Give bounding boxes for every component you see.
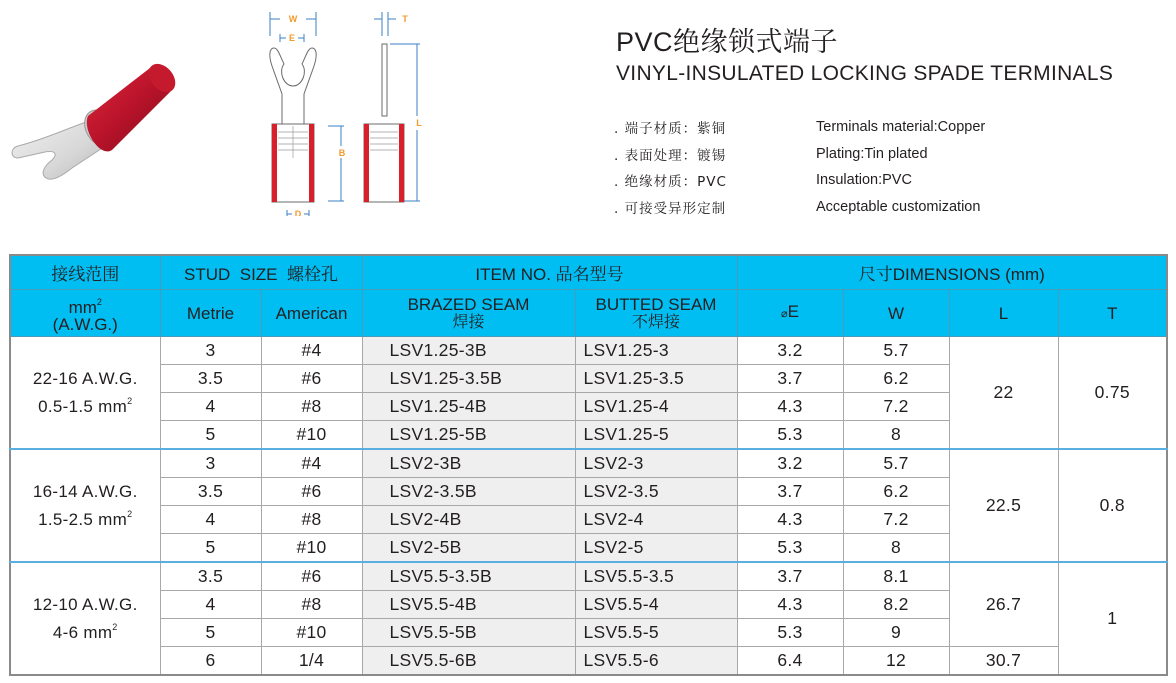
w-cell: 8.1 bbox=[843, 562, 949, 591]
metric-cell: 3.5 bbox=[160, 478, 261, 506]
metric-cell: 4 bbox=[160, 591, 261, 619]
spec-cn: . 可接受异形定制 bbox=[614, 200, 727, 217]
e-cell: 3.7 bbox=[737, 365, 843, 393]
american-cell: #10 bbox=[261, 534, 362, 563]
spec-cn: . 表面处理：镀锡 bbox=[614, 147, 727, 164]
table-row bbox=[10, 449, 1167, 478]
e-cell: 5.3 bbox=[737, 534, 843, 563]
butted-item-cell: LSV5.5-4 bbox=[575, 591, 737, 619]
dimension-drawing bbox=[262, 6, 452, 216]
e-cell: 5.3 bbox=[737, 619, 843, 647]
wire-range-cell: 12-10 A.W.G. 4-6 $mm^2$ bbox=[10, 562, 160, 675]
metric-cell: 3 bbox=[160, 449, 261, 478]
american-cell: 1/4 bbox=[261, 647, 362, 676]
header-t: T bbox=[1058, 290, 1167, 337]
e-cell: 4.3 bbox=[737, 393, 843, 421]
spec-row-customization bbox=[614, 194, 1174, 221]
w-cell: 6.2 bbox=[843, 478, 949, 506]
brazed-item-cell: LSV5.5-6B bbox=[362, 647, 575, 676]
header-item-no: ITEM NO. 品名型号 bbox=[362, 255, 737, 290]
spec-row-material bbox=[614, 114, 1174, 141]
american-cell: #6 bbox=[261, 478, 362, 506]
metric-cell: 4 bbox=[160, 506, 261, 534]
american-cell: #4 bbox=[261, 449, 362, 478]
spec-row-insulation bbox=[614, 167, 1174, 194]
label-w: W bbox=[288, 14, 298, 24]
l-cell: 22.5 bbox=[949, 449, 1058, 562]
table-row bbox=[10, 562, 1167, 591]
spec-cn: . 端子材质：紫铜 bbox=[614, 121, 727, 138]
brazed-item-cell: LSV2-5B bbox=[362, 534, 575, 563]
w-cell: 5.7 bbox=[843, 337, 949, 365]
american-cell: #6 bbox=[261, 365, 362, 393]
metric-cell: 6 bbox=[160, 647, 261, 676]
metric-cell: 3.5 bbox=[160, 562, 261, 591]
butted-item-cell: LSV2-3.5 bbox=[575, 478, 737, 506]
title-block bbox=[616, 26, 1113, 88]
w-cell: 12 bbox=[843, 647, 949, 676]
butted-item-cell: LSV5.5-6 bbox=[575, 647, 737, 676]
e-cell: 3.2 bbox=[737, 337, 843, 365]
e-cell: 4.3 bbox=[737, 591, 843, 619]
brazed-item-cell: LSV5.5-3.5B bbox=[362, 562, 575, 591]
butted-item-cell: LSV2-3 bbox=[575, 449, 737, 478]
butted-item-cell: LSV1.25-3.5 bbox=[575, 365, 737, 393]
spec-en: Terminals material:Copper bbox=[816, 119, 986, 136]
l-cell: 22 bbox=[949, 337, 1058, 450]
header-metric: Metrie bbox=[160, 290, 261, 337]
butted-item-cell: LSV5.5-3.5 bbox=[575, 562, 737, 591]
spec-en: Plating:Tin plated bbox=[816, 145, 928, 162]
metric-cell: 5 bbox=[160, 534, 261, 563]
header-butted-seam: BUTTED SEAM 不焊接 bbox=[575, 290, 737, 337]
header-stud-size: STUD SIZE 螺栓孔 bbox=[160, 255, 362, 290]
t-cell: 1 bbox=[1058, 562, 1167, 675]
metric-cell: 3 bbox=[160, 337, 261, 365]
l-cell: 30.7 bbox=[949, 647, 1058, 676]
brazed-item-cell: LSV5.5-5B bbox=[362, 619, 575, 647]
american-cell: #4 bbox=[261, 337, 362, 365]
spec-en: Insulation:PVC bbox=[816, 172, 912, 189]
brazed-item-cell: LSV1.25-3.5B bbox=[362, 365, 575, 393]
butted-item-cell: LSV2-4 bbox=[575, 506, 737, 534]
wire-range-cell: 16-14 A.W.G. 1.5-2.5 $mm^2$ bbox=[10, 449, 160, 562]
american-cell: #10 bbox=[261, 421, 362, 450]
label-b: B bbox=[338, 148, 346, 158]
header-american: American bbox=[261, 290, 362, 337]
header-unit: $mm^2$ (A.W.G.) bbox=[10, 290, 160, 337]
american-cell: #8 bbox=[261, 506, 362, 534]
specification-table bbox=[9, 254, 1168, 676]
butted-item-cell: LSV2-5 bbox=[575, 534, 737, 563]
title-english: VINYL-INSULATED LOCKING SPADE TERMINALS bbox=[616, 62, 1114, 85]
brazed-item-cell: LSV2-3B bbox=[362, 449, 575, 478]
e-cell: 3.7 bbox=[737, 562, 843, 591]
metric-cell: 5 bbox=[160, 421, 261, 450]
w-cell: 5.7 bbox=[843, 449, 949, 478]
header-dimensions: 尺寸DIMENSIONS (mm) bbox=[737, 255, 1167, 290]
table-row bbox=[10, 647, 1167, 676]
butted-item-cell: LSV1.25-3 bbox=[575, 337, 737, 365]
w-cell: 8.2 bbox=[843, 591, 949, 619]
label-e: E bbox=[288, 33, 296, 43]
butted-item-cell: LSV1.25-4 bbox=[575, 393, 737, 421]
brazed-item-cell: LSV1.25-4B bbox=[362, 393, 575, 421]
spec-en: Acceptable customization bbox=[816, 198, 981, 215]
spec-cn: . 绝缘材质：PVC bbox=[614, 174, 727, 191]
w-cell: 7.2 bbox=[843, 393, 949, 421]
t-cell: 0.8 bbox=[1058, 449, 1167, 562]
spec-list bbox=[614, 114, 1174, 220]
t-cell: 0.75 bbox=[1058, 337, 1167, 450]
label-t: T bbox=[402, 14, 408, 24]
header-l: L bbox=[949, 290, 1058, 337]
e-cell: 3.7 bbox=[737, 478, 843, 506]
brazed-item-cell: LSV5.5-4B bbox=[362, 591, 575, 619]
e-cell: 5.3 bbox=[737, 421, 843, 450]
american-cell: #8 bbox=[261, 393, 362, 421]
label-l: L bbox=[416, 118, 422, 128]
butted-item-cell: LSV1.25-5 bbox=[575, 421, 737, 450]
brazed-item-cell: LSV1.25-3B bbox=[362, 337, 575, 365]
w-cell: 6.2 bbox=[843, 365, 949, 393]
w-cell: 9 bbox=[843, 619, 949, 647]
header-row-1 bbox=[10, 255, 1167, 290]
header-wire-range: 接线范围 bbox=[10, 255, 160, 290]
e-cell: 4.3 bbox=[737, 506, 843, 534]
diameter-icon: ⌀ bbox=[781, 308, 788, 320]
label-d-large: D bbox=[294, 209, 302, 216]
title-chinese: PVC绝缘锁式端子 bbox=[616, 27, 839, 57]
e-cell: 6.4 bbox=[737, 647, 843, 676]
metric-cell: 3.5 bbox=[160, 365, 261, 393]
butted-item-cell: LSV5.5-5 bbox=[575, 619, 737, 647]
w-cell: 7.2 bbox=[843, 506, 949, 534]
brazed-item-cell: LSV1.25-5B bbox=[362, 421, 575, 450]
wire-range-cell: 22-16 A.W.G. 0.5-1.5 $mm^2$ bbox=[10, 337, 160, 450]
american-cell: #6 bbox=[261, 562, 362, 591]
e-cell: 3.2 bbox=[737, 449, 843, 478]
l-cell: 26.7 bbox=[949, 562, 1058, 647]
header-e: ⌀E bbox=[737, 290, 843, 337]
brazed-item-cell: LSV2-4B bbox=[362, 506, 575, 534]
w-cell: 8 bbox=[843, 421, 949, 450]
w-cell: 8 bbox=[843, 534, 949, 563]
table-row bbox=[10, 337, 1167, 365]
brazed-item-cell: LSV2-3.5B bbox=[362, 478, 575, 506]
metric-cell: 5 bbox=[160, 619, 261, 647]
american-cell: #8 bbox=[261, 591, 362, 619]
spade-terminal-photo bbox=[0, 28, 210, 198]
header-brazed-seam: BRAZED SEAM 焊接 bbox=[362, 290, 575, 337]
header-row-2 bbox=[10, 290, 1167, 337]
header-w: W bbox=[843, 290, 949, 337]
american-cell: #10 bbox=[261, 619, 362, 647]
metric-cell: 4 bbox=[160, 393, 261, 421]
spec-row-plating bbox=[614, 141, 1174, 168]
